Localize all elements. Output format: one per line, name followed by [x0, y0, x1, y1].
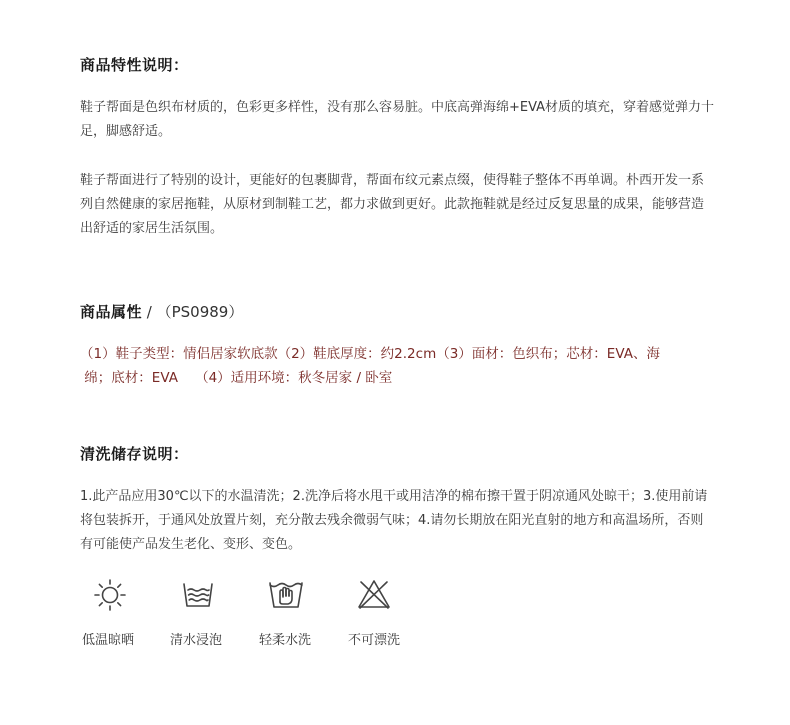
washing-title: 清洗储存说明：: [80, 445, 189, 463]
care-label-clear-water-soak: 清水浸泡: [170, 633, 223, 648]
care-label-gentle-wash: 轻柔水洗: [259, 633, 312, 648]
washing-paragraph: 1.此产品应用30℃以下的水温清洗；2.洗净后将水甩干或用洁净的棉布擦干置于阴凉通风处晾干；3.使用前请将包装拆开，于通风处放置片刻，充分散去残余微弱气味；4.请勿长期放在阳光直射的地方和高温场所，否则有可能使产品发生老化、变形、变色。: [80, 489, 708, 552]
product-code: / （PS0989）: [142, 303, 244, 321]
water-basin-icon: [178, 574, 218, 614]
care-icon-slot-3: [254, 574, 318, 614]
care-label-low-temp-dry: 低温晾晒: [82, 633, 135, 648]
features-paragraph-2: 鞋子帮面进行了特别的设计，更能好的包裹脚背，帮面布纹元素点缀，使得鞋子整体不再单调。朴西开发一系列自然健康的家居拖鞋，从原材到制鞋工艺，都力求做到更好。此款拖鞋就是经过反复思量的成果，能够营造出舒适的家居生活氛围。: [80, 173, 705, 236]
attributes-line-2: 绵；底材：EVA （4）适用环境：秋冬居家 / 卧室: [80, 370, 393, 386]
care-label-no-bleach: 不可漂洗: [348, 633, 401, 648]
care-icon-slot-2: [166, 574, 230, 614]
attributes-list: [80, 342, 716, 390]
care-icon-slot-4: [342, 574, 406, 614]
features-paragraph-1: 鞋子帮面是色织布材质的，色彩更多样性，没有那么容易脏。中底高弹海绵+EVA材质的填充，穿着感觉弹力十足，脚感舒适。: [80, 100, 715, 139]
attributes-title-text: 商品属性: [80, 303, 143, 321]
attributes-line-1: （1）鞋子类型：情侣居家软底款（2）鞋底厚度：约2.2cm（3）面材：色织布；芯材：EVA、海: [80, 346, 660, 362]
care-icon-slot-1: [78, 574, 142, 614]
attributes-title: [80, 301, 243, 322]
hand-wash-icon: [266, 574, 306, 614]
features-title: 商品特性说明：: [80, 56, 189, 74]
sun-low-temp-icon: [90, 574, 130, 614]
no-bleach-icon: [354, 574, 394, 614]
